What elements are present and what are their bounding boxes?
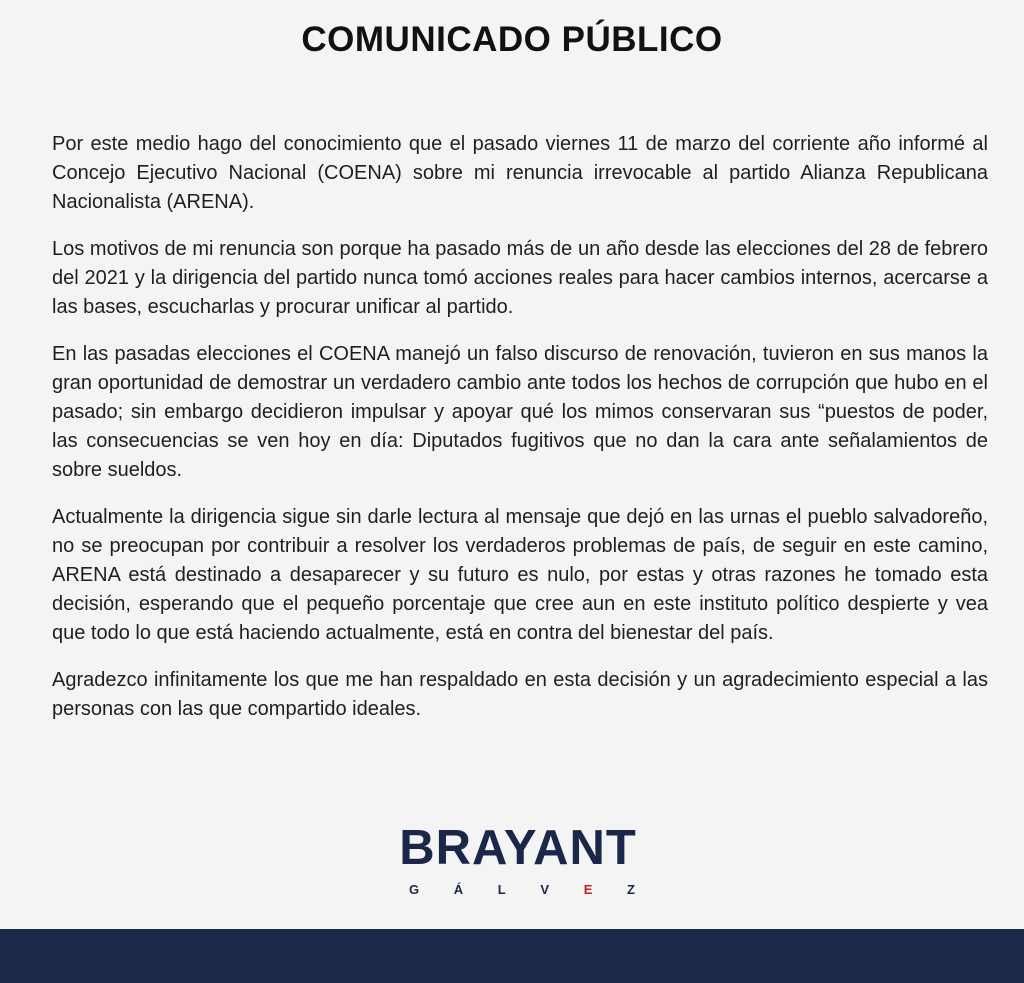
signature-logo — [387, 822, 649, 897]
statement-body — [52, 130, 988, 742]
paragraph-thanks: Agradezco infinitamente los que me han respaldado en esta decisión y un agradecimiento especial a las personas con las que compartido ideales. — [52, 669, 988, 720]
logo-surname-letter-accent: E — [583, 882, 593, 897]
logo-surname-letter: G — [409, 882, 420, 897]
logo-name: BRAYANT — [399, 821, 637, 875]
paragraph-elections: En las pasadas elecciones el COENA manejó un falso discurso de renovación, tuvieron en sus manos la gran oportunidad de demostrar un verdadero cambio ante todos los hechos de corrupción que hubo en el pasado; sin embargo decidieron impulsar y apoyar qué los mimos conservaran sus “puestos de poder, las consecuencias se ven hoy en día: Diputados fugitivos que no dan la cara ante señalamientos de sobre sueldos. — [52, 343, 988, 481]
page-title: COMUNICADO PÚBLICO — [301, 20, 723, 59]
logo-surname-letter: V — [540, 882, 550, 897]
paragraph-reasons: Los motivos de mi renuncia son porque ha pasado más de un año desde las elecciones del 28 de febrero del 2021 y la dirigencia del partido nunca tomó acciones reales para hacer cambios internos, acercarse a las bases, escucharlas y procurar unificar al partido. — [52, 238, 988, 318]
logo-surname — [387, 882, 649, 897]
paragraph-resignation: Por este medio hago del conocimiento que el pasado viernes 11 de marzo del corriente año informé al Concejo Ejecutivo Nacional (COENA) sobre mi renuncia irrevocable al partido Alianza Republicana Nacionalista (ARENA). — [52, 133, 988, 213]
footer-bar — [0, 929, 1024, 983]
logo-surname-letter: L — [497, 882, 506, 897]
logo-surname-letter: Á — [453, 882, 464, 897]
paragraph-leadership: Actualmente la dirigencia sigue sin darle lectura al mensaje que dejó en las urnas el pueblo salvadoreño, no se preocupan por contribuir a resolver los verdaderos problemas de país, de seguir en este camino, ARENA está destinado a desaparecer y su futuro es nulo, por estas y otras razones he tomado esta decisión, esperando que el pequeño porcentaje que cree aun en este instituto político despierte y vea que todo lo que está haciendo actualmente, está en contra del bienestar del país. — [52, 506, 988, 644]
logo-surname-letter: Z — [627, 882, 635, 897]
